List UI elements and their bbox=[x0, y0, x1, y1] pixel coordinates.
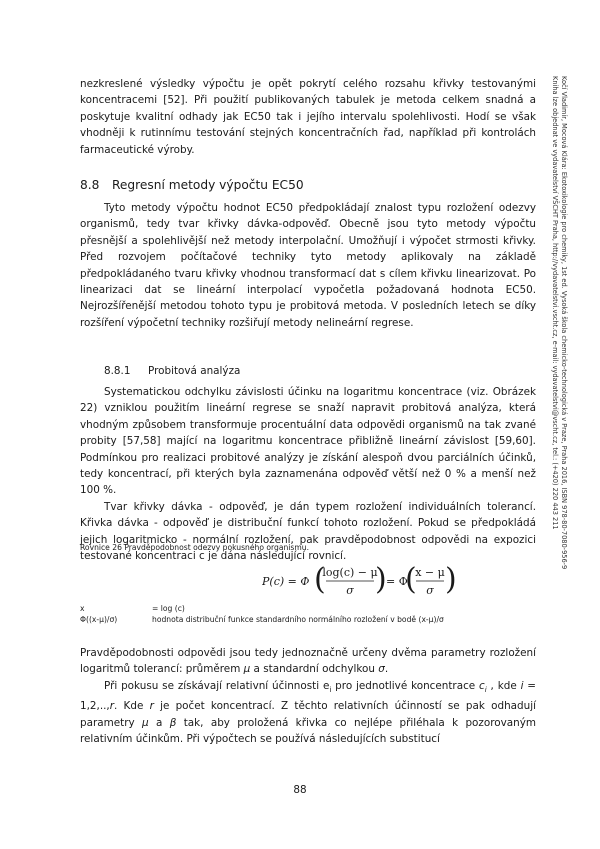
equation-formula bbox=[262, 556, 462, 606]
text-run: . Kde bbox=[114, 700, 150, 713]
paren-open-2: ( bbox=[405, 562, 417, 597]
symbol-r: r bbox=[109, 700, 115, 713]
symbol-r: r bbox=[149, 700, 154, 713]
subsection-title: Probitová analýza bbox=[148, 365, 241, 377]
symbol-i: i bbox=[520, 679, 524, 692]
equation-lhs: P(c) = Φ bbox=[262, 575, 310, 588]
text-run: Při pokusu se získávají relativní účinnosti e bbox=[104, 679, 330, 692]
section-8-8-paragraph: Tyto metody výpočtu hodnot EC50 předpokládají znalost typu rozložení odezvy organismů, tedy tvar křivky dávka-odpověď. Obecně jsou tyto metody výpočtu přesnější a spolehlivější než metody interpolační. Umožňují i výpočet strmosti křivky. Před rozvojem počítačové techniky tyto metody aplikovaly na základě předpokládaného tvaru křivky vhodnou transformací dat s cílem křivku linearizovat. Po linearizaci dat se lineární interpolací vypočetla požadovaná hodnota EC50. Nejrozšířenější metodou tohoto typu je probitová metoda. V posledních letech se díky rozšíření výpočetní techniky rozšiřují metody nelineární regrese. bbox=[80, 202, 536, 329]
section-heading-8-8 bbox=[80, 177, 304, 193]
text-run: tak, aby proložená křivka co nejlépe přiléhala k pozorovaným relativním účinkům. Při výpočtech se používá následujících substitucí bbox=[80, 716, 537, 746]
text-run: je počet koncentrací. Z těchto relativních účinností se pak odhadují parametry bbox=[80, 700, 536, 729]
legend-definition: hodnota distribuční funkce standardního normálního rozložení v bodě (x-μ)/σ bbox=[152, 615, 444, 624]
equation-middle: = Φ bbox=[386, 575, 408, 588]
subscript-i: i bbox=[329, 685, 332, 694]
text-run: , kde bbox=[486, 679, 521, 692]
subscript-i: i bbox=[484, 685, 487, 694]
symbol-mu: μ bbox=[141, 716, 149, 729]
legend-definition: = log (c) bbox=[152, 604, 185, 613]
equation-denominator-1: σ bbox=[346, 584, 354, 597]
equation-numerator-2: x − μ bbox=[415, 566, 445, 579]
probit-paragraph-1: Systematickou odchylku závislosti účinku na logaritmu koncentrace (viz. Obrázek 22) vzniklou použitím lineární regrese se snaží napravit probitová analýza, která vhodným způsobem transformuje procentuální data odpovědi organismů na tak zvané probity [57,58] mající na logaritmu koncentrace přibližně lineární závislost [59,60]. Podmínkou pro realizaci probitové analýzy je získání alespoň dvou parciálních účinků, tedy koncentrací, při kterých byla zaznamenána odpověď větší než 0 % a menší než 100 %. bbox=[80, 386, 536, 497]
legend-row-x bbox=[80, 604, 185, 614]
text-run: = 1,2,.., bbox=[80, 679, 537, 713]
equation-caption: Rovnice 26 Pravděpodobnost odezvy pokusného organismu. bbox=[80, 543, 309, 552]
text-run: . bbox=[384, 663, 389, 676]
sidebar-citation-line1: Kočí Vladimír, Mocová Klára: Ekotoxikologie pro chemiky, 1st ed. Vysoká škola chemicko-technologická v Praze, Praha 2016, ISBN 978-80-7080-956-9 bbox=[560, 76, 568, 570]
subsection-heading-8-8-1 bbox=[104, 364, 240, 378]
section-title: Regresní metody výpočtu EC50 bbox=[112, 178, 304, 192]
section-8-8-body bbox=[80, 200, 536, 331]
paren-close-2: ) bbox=[445, 562, 457, 597]
equation-denominator-2: σ bbox=[426, 584, 434, 597]
paren-close-1: ) bbox=[375, 562, 387, 597]
page-number: 88 bbox=[293, 784, 307, 796]
section-8-8-1-body bbox=[80, 384, 536, 564]
legend-symbol: Φ((x-μ)/σ) bbox=[80, 615, 118, 624]
section-number: 8.8 bbox=[80, 178, 100, 192]
symbol-beta: β bbox=[169, 716, 177, 729]
parameters-body bbox=[80, 645, 536, 748]
intro-paragraph: nezkreslené výsledky výpočtu je opět pokrytí celého rozsahu křivky testovanými koncentracemi [52]. Při použití publikovaných tabulek je metoda celkem snadná a poskytuje kvalitní odhady jak EC50 tak i jejího intervalu spolehlivosti. Hodí se však vhodněji k rutinnímu testování stejných koncentračních řad, například při kontrolách farmaceutické výroby. bbox=[80, 78, 536, 156]
intro-paragraph-block bbox=[80, 76, 536, 158]
text-run: a standardní odchylkou bbox=[250, 663, 379, 676]
sidebar-citation bbox=[551, 76, 568, 616]
symbol-c: c bbox=[479, 679, 485, 692]
text-run: pro jednotlivé koncentrace bbox=[331, 679, 480, 692]
legend-symbol: x bbox=[80, 604, 85, 613]
paren-open-1: ( bbox=[314, 562, 326, 597]
equation-numerator-1: log(c) − μ bbox=[322, 566, 378, 579]
symbol-sigma: σ bbox=[378, 663, 385, 676]
probit-paragraph-2: Tvar křivky dávka - odpověď, je dán typem rozložení individuálních tolerancí. Křivka dávka - odpověď je distribuční funkcí tohoto rozložení. Pokud se předpokládá jejich logaritmicko - normální rozložení, pak pravděpodobnost odpovědi na expozici testované koncentraci c je dána následující rovnicí. bbox=[80, 500, 536, 563]
legend-row-phi bbox=[80, 615, 444, 625]
parameters-paragraph-1 bbox=[80, 645, 536, 678]
text-run: a bbox=[148, 716, 170, 729]
parameters-paragraph-2 bbox=[80, 678, 536, 748]
sidebar-citation-line2: Kniha lze objednat ve vydavatelství VŠCHT Praha, http://vydavatelstvi.vscht.cz, e-mail: vydavatelstvi@vscht.cz, tel.: (+420) 220 443 211 bbox=[551, 76, 560, 530]
text-run: Pravděpodobnosti odpovědi jsou tedy jednoznačně určeny dvěma parametry rozložení logaritmů tolerancí: průměrem bbox=[80, 647, 536, 676]
symbol-mu: μ bbox=[243, 663, 251, 676]
subsection-number: 8.8.1 bbox=[104, 365, 131, 377]
